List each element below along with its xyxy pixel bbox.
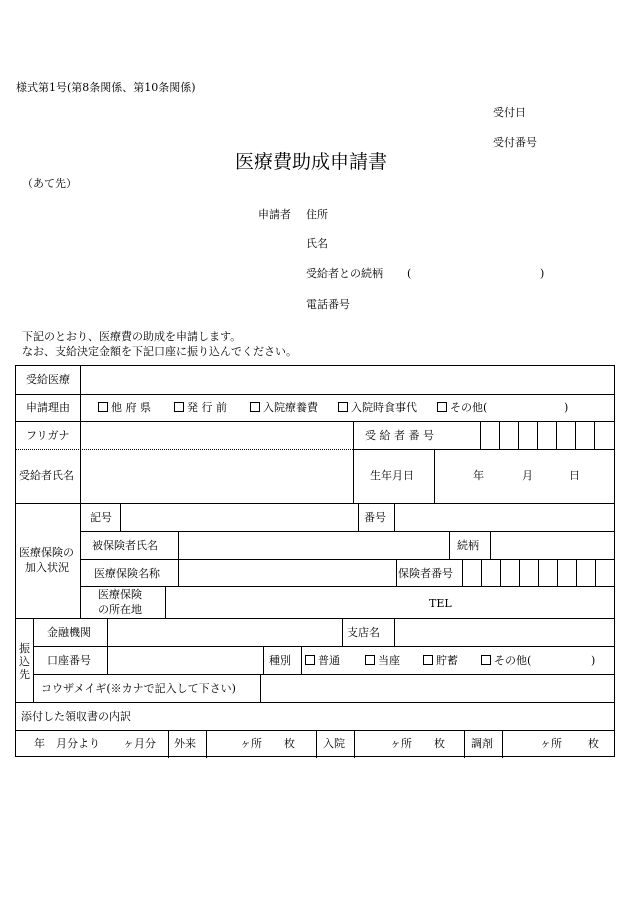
pharmacy-places-label: ヶ所 — [540, 737, 562, 750]
inpatient-places-label: ヶ所 — [390, 737, 412, 750]
transfer-label-2: 込 — [19, 655, 30, 668]
insurance-status-label-2: 加入状況 — [25, 561, 69, 574]
year-month-from-label: 年 月分より — [34, 737, 100, 750]
furigana-label: フリガナ — [26, 429, 70, 442]
insurance-status-label-1: 医療保険の — [19, 546, 74, 559]
relation-label: 続柄 — [457, 539, 479, 552]
transfer-label-3: 先 — [19, 668, 30, 681]
reason-other-close: ) — [564, 401, 569, 414]
checkbox-icon — [423, 655, 433, 665]
reason-option-other[interactable]: その他( — [437, 402, 487, 413]
checkbox-icon — [437, 402, 447, 412]
account-number-label: 口座番号 — [47, 654, 91, 667]
birth-year-label: 年 — [473, 469, 484, 482]
inpatient-label: 入院 — [323, 737, 345, 750]
relationship-label: 受給者との続柄 — [306, 267, 383, 280]
outpatient-places-label: ヶ所 — [240, 737, 262, 750]
account-type-label: 種別 — [269, 654, 291, 667]
checkbox-icon — [365, 655, 375, 665]
application-table — [15, 365, 615, 757]
insurance-location-label-2: の所在地 — [98, 603, 142, 616]
inpatient-sheets-label: 枚 — [434, 737, 445, 750]
bank-label: 金融機関 — [47, 626, 91, 639]
benefit-medical-label: 受給医療 — [26, 373, 70, 386]
applicant-address-label: 住所 — [306, 208, 328, 221]
phone-label: 電話番号 — [306, 298, 350, 311]
insurance-name-label: 医療保険名称 — [94, 567, 160, 580]
number-label: 番号 — [364, 511, 386, 524]
checkbox-icon — [338, 402, 348, 412]
insured-name-label: 被保険者氏名 — [92, 539, 158, 552]
pharmacy-sheets-label: 枚 — [588, 737, 599, 750]
reason-option-inpatient-care[interactable]: 入院療養費 — [250, 402, 318, 413]
account-type-other[interactable]: その他( — [481, 655, 531, 666]
receipt-number-label: 受付番号 — [493, 136, 537, 149]
pharmacy-label: 調剤 — [471, 737, 493, 750]
birth-day-label: 日 — [569, 469, 580, 482]
relationship-paren-open: ( — [407, 267, 412, 280]
receipt-details-label: 添付した領収書の内訳 — [21, 710, 131, 723]
checkbox-icon — [250, 402, 260, 412]
account-type-current[interactable]: 当座 — [365, 655, 400, 666]
addressee-label: （あて先） — [22, 177, 77, 190]
recipient-number-label: 受 給 者 番 号 — [365, 429, 434, 442]
account-type-savings[interactable]: 貯蓄 — [423, 655, 458, 666]
birthdate-label: 生年月日 — [370, 469, 414, 482]
transfer-label-1: 振 — [19, 642, 30, 655]
account-other-close: ) — [591, 654, 596, 667]
checkbox-icon — [305, 655, 315, 665]
outpatient-label: 外来 — [174, 737, 196, 750]
relationship-paren-close: ) — [540, 267, 545, 280]
applicant-label: 申請者 — [258, 208, 291, 221]
account-type-ordinary[interactable]: 普通 — [305, 655, 340, 666]
reason-option-before-issue[interactable]: 発 行 前 — [174, 402, 227, 413]
receipt-date-label: 受付日 — [493, 106, 526, 119]
reason-option-other-prefecture[interactable]: 他 府 県 — [98, 402, 151, 413]
outpatient-sheets-label: 枚 — [284, 737, 295, 750]
symbol-label: 記号 — [90, 511, 112, 524]
applicant-name-label: 氏名 — [306, 237, 328, 250]
reason-option-meal-cost[interactable]: 入院時食事代 — [338, 402, 417, 413]
kouza-meigi-label: コウザメイギ(※カナで記入して下さい) — [41, 682, 236, 695]
form-title: 医療費助成申請書 — [235, 151, 388, 173]
checkbox-icon — [481, 655, 491, 665]
branch-label: 支店名 — [347, 626, 380, 639]
intro-line-1: 下記のとおり、医療費の助成を申請します。 — [22, 330, 242, 343]
recipient-name-label: 受給者氏名 — [19, 469, 74, 482]
intro-line-2: なお、支給決定金額を下記口座に振り込んでください。 — [22, 345, 297, 358]
tel-label: TEL — [429, 597, 452, 610]
checkbox-icon — [174, 402, 184, 412]
birth-month-label: 月 — [522, 469, 533, 482]
reason-label: 申請理由 — [26, 401, 70, 414]
insurer-number-label: 保険者番号 — [398, 567, 453, 580]
checkbox-icon — [98, 402, 108, 412]
insurance-location-label-1: 医療保険 — [98, 588, 142, 601]
months-label: ヶ月分 — [123, 737, 156, 750]
form-number: 様式第1号(第8条関係、第10条関係) — [16, 81, 196, 94]
